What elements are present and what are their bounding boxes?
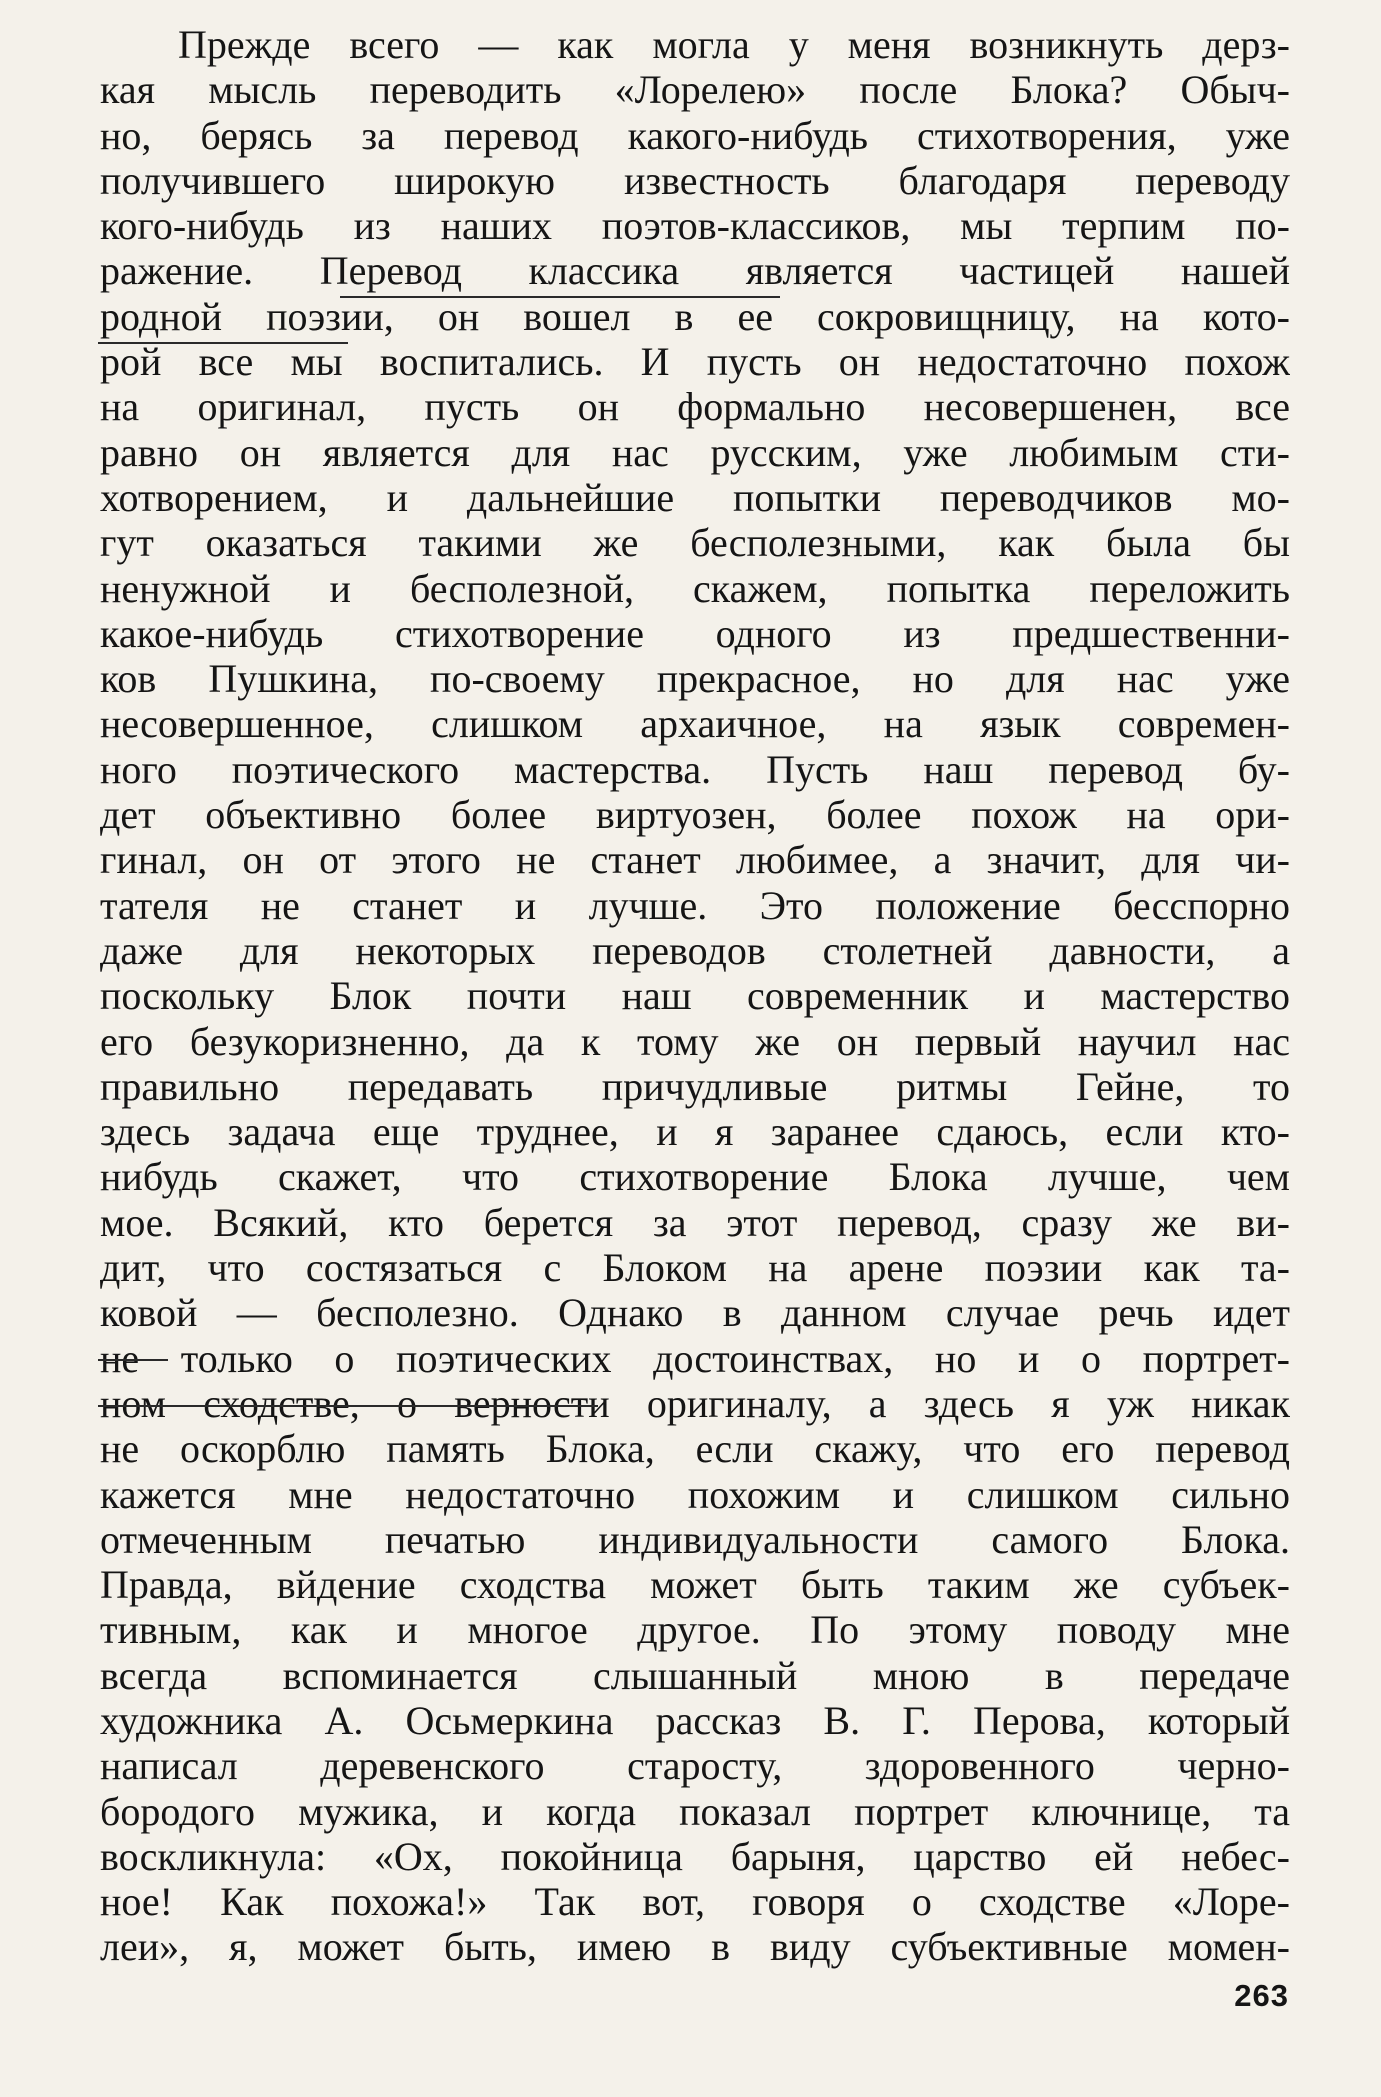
text-line: бородого мужика, и когда показал портрет ключнице, та — [100, 1788, 1290, 1834]
text-line: несовершенное, слишком архаичное, на язык современ- — [100, 701, 1290, 747]
text-line: ного поэтического мастерства. Пусть наш перевод бу- — [100, 746, 1290, 792]
text-line: правильно передавать причудливые ритмы Гейне, то — [100, 1063, 1290, 1109]
text-line: не оскорблю память Блока, если скажу, что его перевод — [100, 1426, 1290, 1472]
text-line: ковой — бесполезно. Однако в данном случае речь идет — [100, 1290, 1290, 1336]
text-line: но, берясь за перевод какого-нибудь стихотворения, уже — [100, 112, 1290, 158]
text-line: ков Пушкина, по-своему прекрасное, но для нас уже — [100, 656, 1290, 702]
text-line: нибудь скажет, что стихотворение Блока лучше, чем — [100, 1154, 1290, 1200]
text-line: какое-нибудь стихотворение одного из предшественни- — [100, 610, 1290, 656]
text-line: здесь задача еще труднее, и я заранее сдаюсь, если кто- — [100, 1109, 1290, 1155]
text-line: тивным, как и многое другое. По этому поводу мне — [100, 1607, 1290, 1653]
text-line: ном сходстве, о верности оригиналу, а здесь я уж никак — [100, 1380, 1290, 1426]
text-line: воскликнула: «Ох, покойница барыня, царство ей небес- — [100, 1833, 1290, 1879]
text-line: дет объективно более виртуозен, более похож на ори- — [100, 792, 1290, 838]
text-line: поскольку Блок почти наш современник и мастерство — [100, 973, 1290, 1019]
text-line: тателя не станет и лучше. Это положение бесспорно — [100, 882, 1290, 928]
page-number: 263 — [1234, 1978, 1289, 2013]
pen-underline-mark — [98, 1359, 168, 1361]
text-line: Прежде всего — как могла у меня возникнуть дерз- — [178, 22, 1290, 67]
text-line: гут оказаться такими же бесполезными, как была бы — [100, 520, 1290, 566]
text-line: мое. Всякий, кто берется за этот перевод, сразу же ви- — [100, 1199, 1290, 1245]
text-line: не только о поэтических достоинствах, но и о портрет- — [100, 1335, 1290, 1381]
text-line: ное! Как похожа!» Так вот, говоря о сходстве «Лоре- — [100, 1879, 1290, 1925]
text-line: получившего широкую известность благодаря переводу — [100, 157, 1290, 203]
text-line: хотворением, и дальнейшие попытки переводчиков мо- — [100, 474, 1290, 520]
text-line: художника А. Осьмеркина рассказ В. Г. Перова, который — [100, 1697, 1290, 1743]
text-line: на оригинал, пусть он формально несовершенен, все — [100, 384, 1290, 430]
text-line: отмеченным печатью индивидуальности самого Блока. — [100, 1516, 1290, 1562]
text-line: гинал, он от этого не станет любимее, а значит, для чи- — [100, 837, 1290, 883]
body-text — [100, 22, 1290, 1970]
text-line: равно он является для нас русским, уже любимым сти- — [100, 429, 1290, 475]
text-line: его безукоризненно, да к тому же он первый научил нас — [100, 1018, 1290, 1064]
text-line: кажется мне недостаточно похожим и слишком сильно — [100, 1471, 1290, 1517]
pen-underline-mark — [98, 342, 348, 344]
text-line: родной поэзии, он вошел в ее сокровищницу, на кото- — [100, 293, 1290, 339]
text-line: ненужной и бесполезной, скажем, попытка переложить — [100, 565, 1290, 611]
text-line: ражение. Перевод классика является частицей нашей — [100, 248, 1290, 294]
text-line: леи», я, может быть, имею в виду субъективные момен- — [100, 1924, 1290, 1970]
text-line: всегда вспоминается слышанный мною в передаче — [100, 1652, 1290, 1698]
text-line: дит, что состязаться с Блоком на арене поэзии как та- — [100, 1245, 1290, 1291]
pen-underline-mark — [98, 1405, 598, 1407]
text-line: даже для некоторых переводов столетней давности, а — [100, 927, 1290, 973]
text-line: кая мысль переводить «Лорелею» после Блока? Обыч- — [100, 67, 1290, 113]
text-line: Правда, вйдение сходства может быть таким же субъек- — [100, 1562, 1290, 1608]
pen-underline-mark — [340, 296, 780, 298]
text-line: рой все мы воспитались. И пусть он недостаточно похож — [100, 339, 1290, 385]
text-line: написал деревенского старосту, здоровенного черно- — [100, 1743, 1290, 1789]
text-line: кого-нибудь из наших поэтов-классиков, мы терпим по- — [100, 203, 1290, 249]
